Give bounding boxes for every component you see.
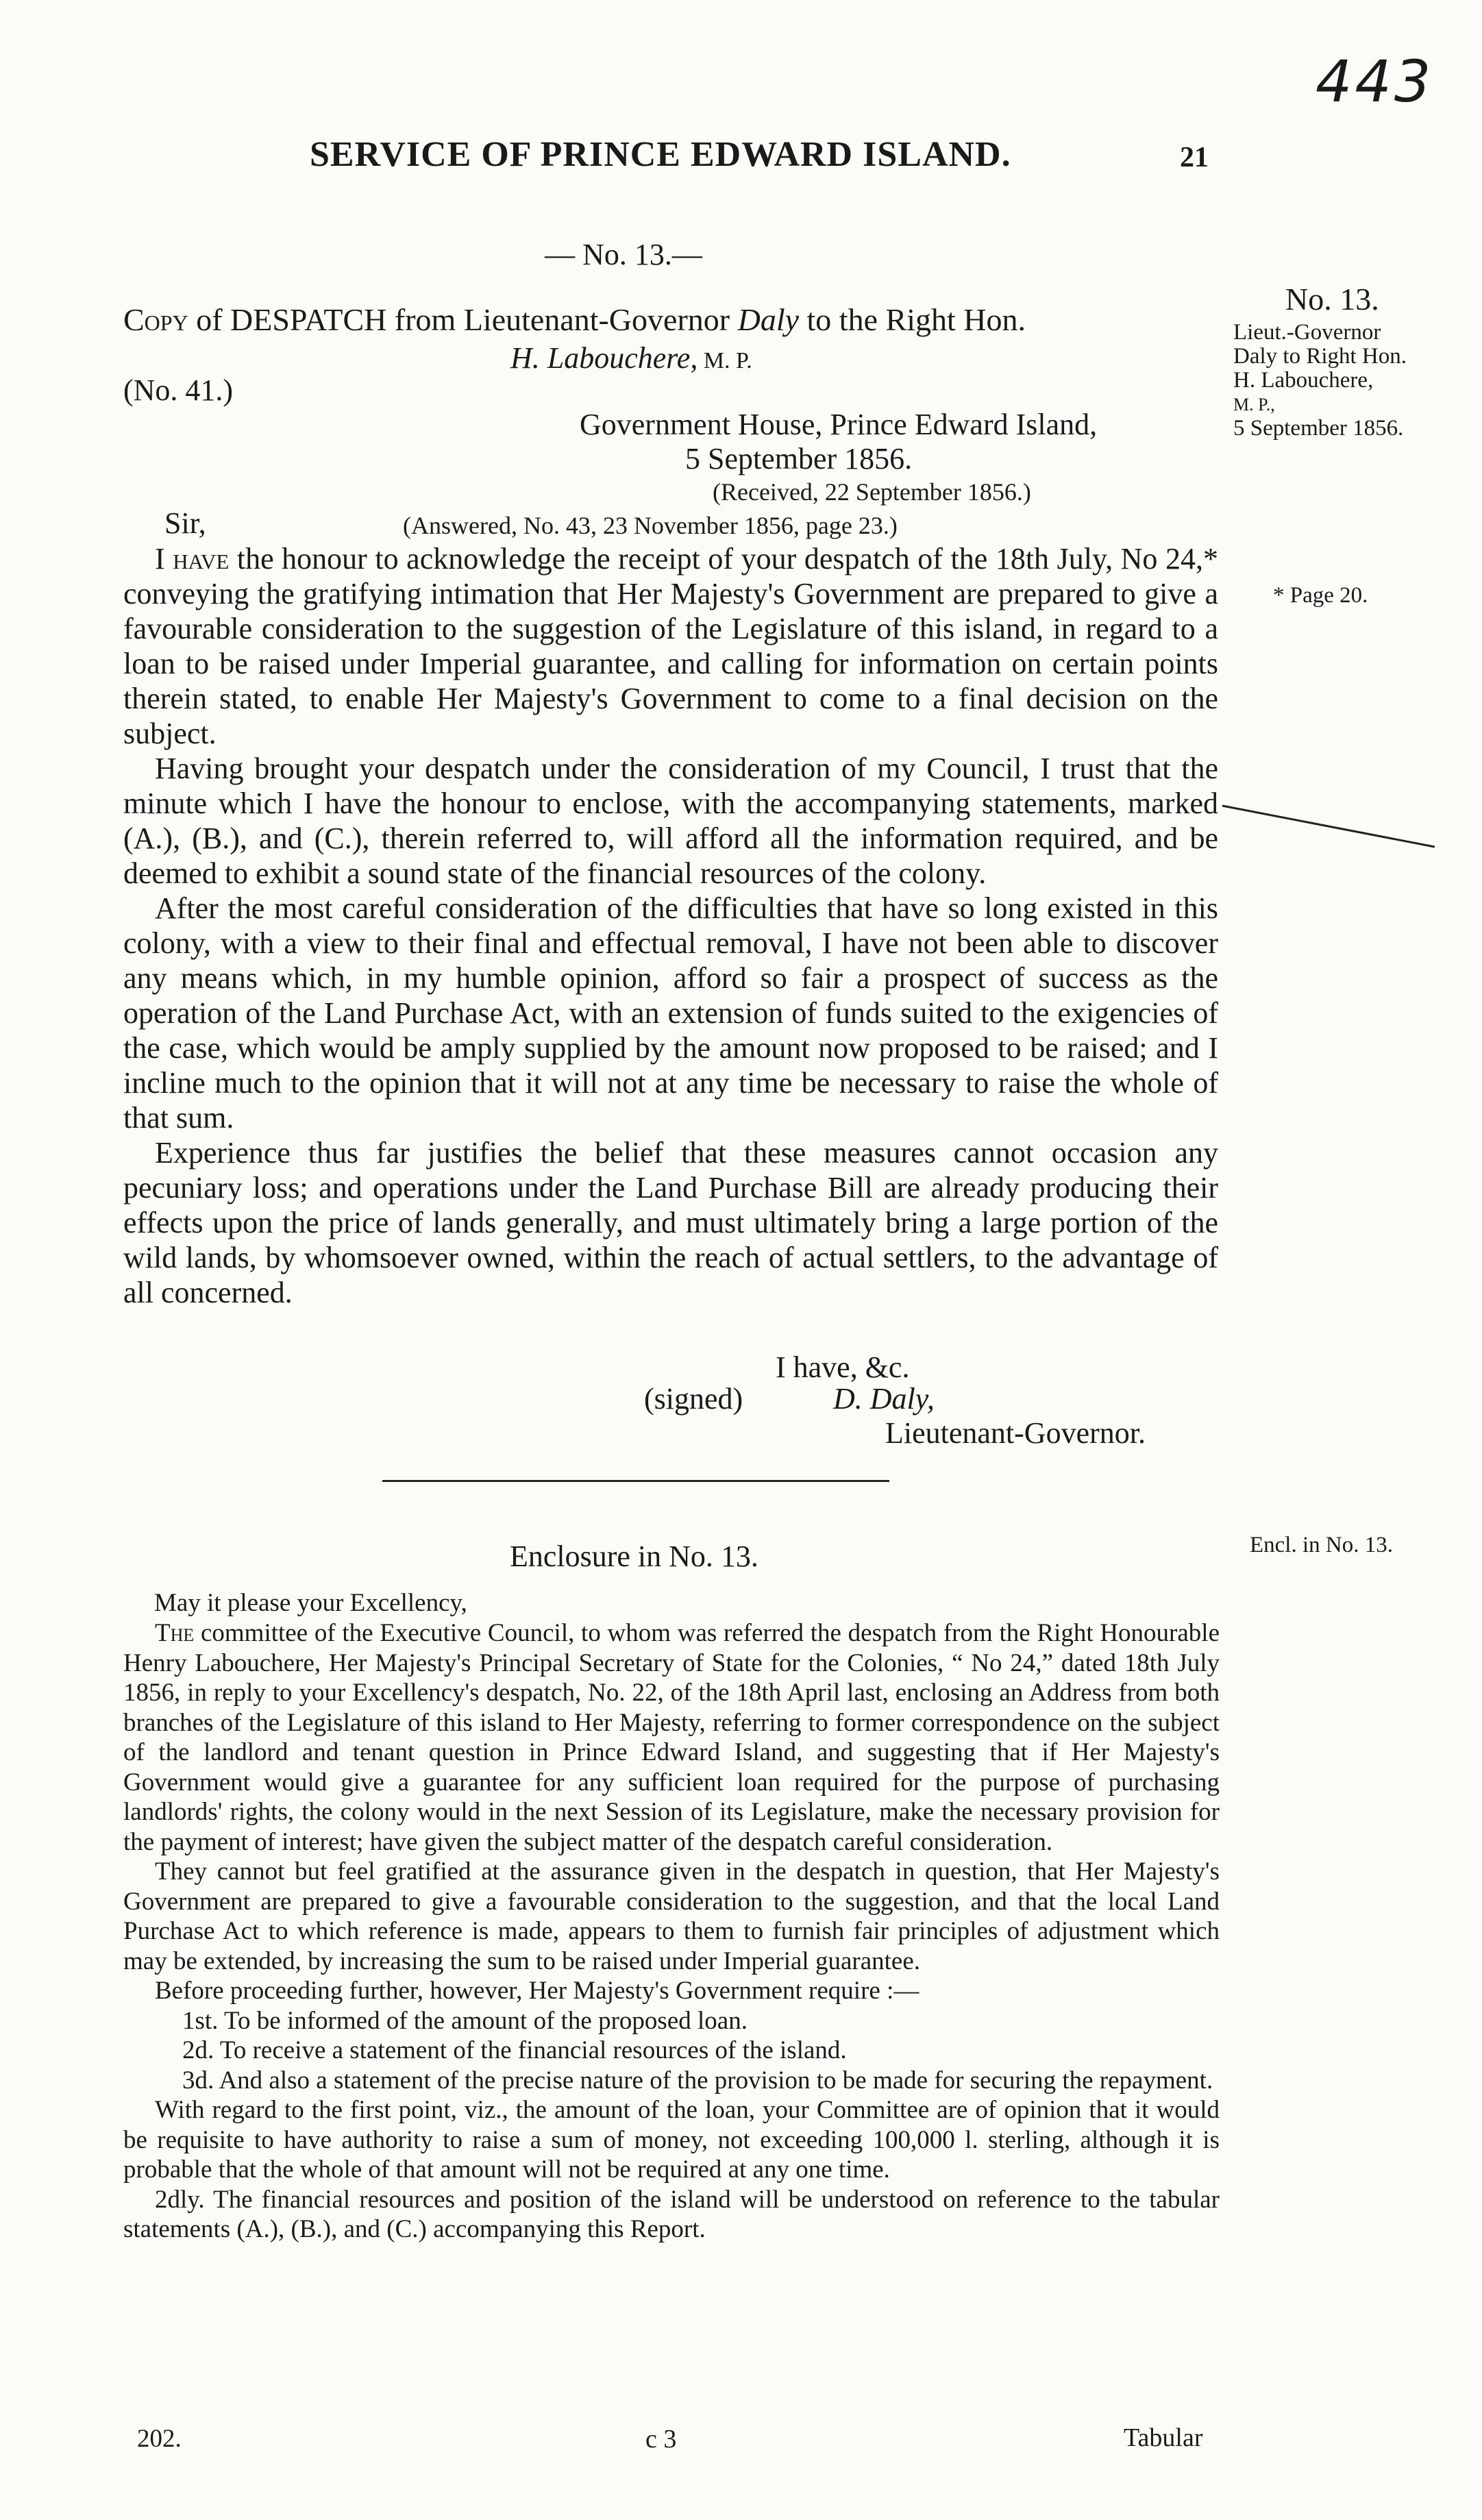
enclosure-paragraph-1 (123, 1618, 1220, 1857)
enclosure-salutation: May it please your Excellency, (154, 1589, 467, 1617)
enclosure-paragraph-4: With regard to the first point, viz., the amount of the loan, your Committee are of opinion that it would be requisite to have authority to raise a sum of money, not exceeding 100,000 l. sterling, although it is probable that the whole of that amount will not be required at any one time. (123, 2096, 1220, 2184)
despatch-reference-number: (No. 41.) (123, 373, 234, 407)
margin-pointer-line (1220, 795, 1439, 850)
answered-note: (Answered, No. 43, 23 November 1856, page 23.) (403, 512, 898, 539)
signature: D. Daly, (833, 1382, 935, 1416)
paragraph-lead-words: The (155, 1619, 195, 1647)
despatch-title-line2 (510, 341, 752, 375)
despatch-paragraph-1 (123, 541, 1218, 751)
footer-signature-mark: c 3 (645, 2425, 677, 2454)
paragraph-text: committee of the Executive Council, to whom was referred the despatch from the Right Honourable Henry Labouchere, Her Majesty's Principal Secretary of State for the Colonies, “ No 24,” dated 18th July 1856, in reply to your Excellency's despatch, No. 22, of the 18th April last, enclosing an Address from both branches of the Legislature of this island to Her Majesty, referring to former correspondence on the subject of the landlord and tenant question in Prince Edward Island, and suggesting that if Her Majesty's Government would give a guarantee for any sufficient loan required for the purpose of purchasing landlords' rights, the colony would in the next Session of its Legislature, make the necessary provision for the payment of interest; have given the subject matter of the despatch careful consideration. (123, 1619, 1220, 1856)
list-item: 1st. To be informed of the amount of the proposed loan. (182, 2006, 748, 2035)
margin-line: 5 September 1856. (1233, 416, 1404, 441)
section-divider (382, 1480, 889, 1482)
despatch-title-line1 (123, 301, 1026, 338)
margin-line: Lieut.-Governor (1233, 320, 1381, 345)
recipient-name: H. Labouchere, (510, 341, 698, 375)
signed-label: (signed) (644, 1382, 743, 1416)
title-text: of DESPATCH from Lieutenant-Governor (188, 302, 738, 337)
page-number: 21 (1180, 142, 1209, 173)
signature-title: Lieutenant-Governor. (885, 1416, 1146, 1450)
footer-print-number: 202. (137, 2425, 182, 2453)
received-date: (Received, 22 September 1856.) (713, 478, 1031, 506)
handwritten-folio-number: 443 (1316, 48, 1434, 115)
enclosure-heading: Enclosure in No. 13. (510, 1540, 758, 1573)
paragraph-text: the honour to acknowledge the receipt of your despatch of the 18th July, No 24,* conveying the gratifying intimation that Her Majesty's Government are prepared to give a favourable consideration to the suggestion of the Legislature of this island, in regard to a loan to be raised under Imperial guarantee, and calling for information on certain points therein stated, to enable Her Majesty's Government to come to a final decision on the subject. (123, 542, 1218, 750)
enclosure-paragraph-3: Before proceeding further, however, Her Majesty's Government require :— (155, 1977, 919, 2005)
recipient-suffix: M. P. (697, 348, 752, 373)
running-title: SERVICE OF PRINCE EDWARD ISLAND. (310, 135, 1011, 174)
enclosure-paragraph-5: 2dly. The financial resources and position of the island will be understood on reference to the tabular statements (A.), (B.), and (C.) accompanying this Report. (123, 2185, 1220, 2243)
despatch-paragraph-4: Experience thus far justifies the belief that these measures cannot occasion any pecuniary loss; and operations under the Land Purchase Bill are already producing their effects upon the price of lands generally, and must ultimately bring a large portion of the wild lands, by whomsoever owned, within the reach of actual settlers, to the advantage of all concerned. (123, 1136, 1218, 1309)
margin-enclosure-note: Encl. in No. 13. (1250, 1533, 1393, 1557)
despatch-body (123, 541, 1218, 1310)
margin-line: M. P., (1233, 395, 1275, 415)
list-item: 2d. To receive a statement of the financial resources of the island. (182, 2036, 847, 2064)
paragraph-lead-words: I have (155, 542, 230, 576)
enclosure-body (123, 1618, 1220, 2245)
requirements-list (123, 2006, 1220, 2096)
address-date: 5 September 1856. (685, 442, 913, 475)
despatch-paragraph-2: Having brought your despatch under the consideration of my Council, I trust that the minute which I have the honour to enclose, with the accompanying statements, marked (A.), (B.), and (C.), therein referred to, will afford all the information required, and be deemed to exhibit a sound state of the financial resources of the colony. (123, 752, 1218, 890)
despatch-paragraph-3: After the most careful consideration of the difficulties that have so long existed in this colony, with a view to their final and effectual removal, I have not been able to discover any means which, in my humble opinion, afford so fair a prospect of success as the operation of the Land Purchase Act, with an extension of funds suited to the exigencies of the case, which would be amply supplied by the amount now proposed to be raised; and I incline much to the opinion that it will not at any time be necessary to raise the whole of that sum. (123, 891, 1218, 1135)
margin-line: H. Labouchere, (1233, 368, 1374, 393)
address-line1: Government House, Prince Edward Island, (580, 408, 1098, 441)
enclosure-paragraph-2: They cannot but feel gratified at the assurance given in the despatch in question, that Her Majesty's Government are prepared to give a favourable consideration to the suggestion, and that the local Land Purchase Act to which reference is made, appears to them to furnish fair principles of adjustment which may be extended, by increasing the sum to be raised under Imperial guarantee. (123, 1857, 1220, 1975)
title-copy-word: Copy (123, 302, 188, 337)
despatch-number-heading: — No. 13.— (545, 238, 702, 271)
title-end: to the Right Hon. (799, 302, 1026, 337)
margin-line: Daly to Right Hon. (1233, 344, 1407, 369)
footer-catchword: Tabular (1124, 2423, 1203, 2452)
list-item: 3d. And also a statement of the precise nature of the provision to be made for securing the repayment. (182, 2066, 1213, 2095)
margin-footnote-reference: * Page 20. (1273, 583, 1368, 608)
margin-despatch-number: No. 13. (1285, 282, 1379, 317)
title-governor-name: Daly (737, 302, 800, 337)
closing: I have, &c. (776, 1350, 910, 1384)
salutation: Sir, (164, 506, 206, 540)
margin-despatch-summary (1233, 321, 1459, 441)
